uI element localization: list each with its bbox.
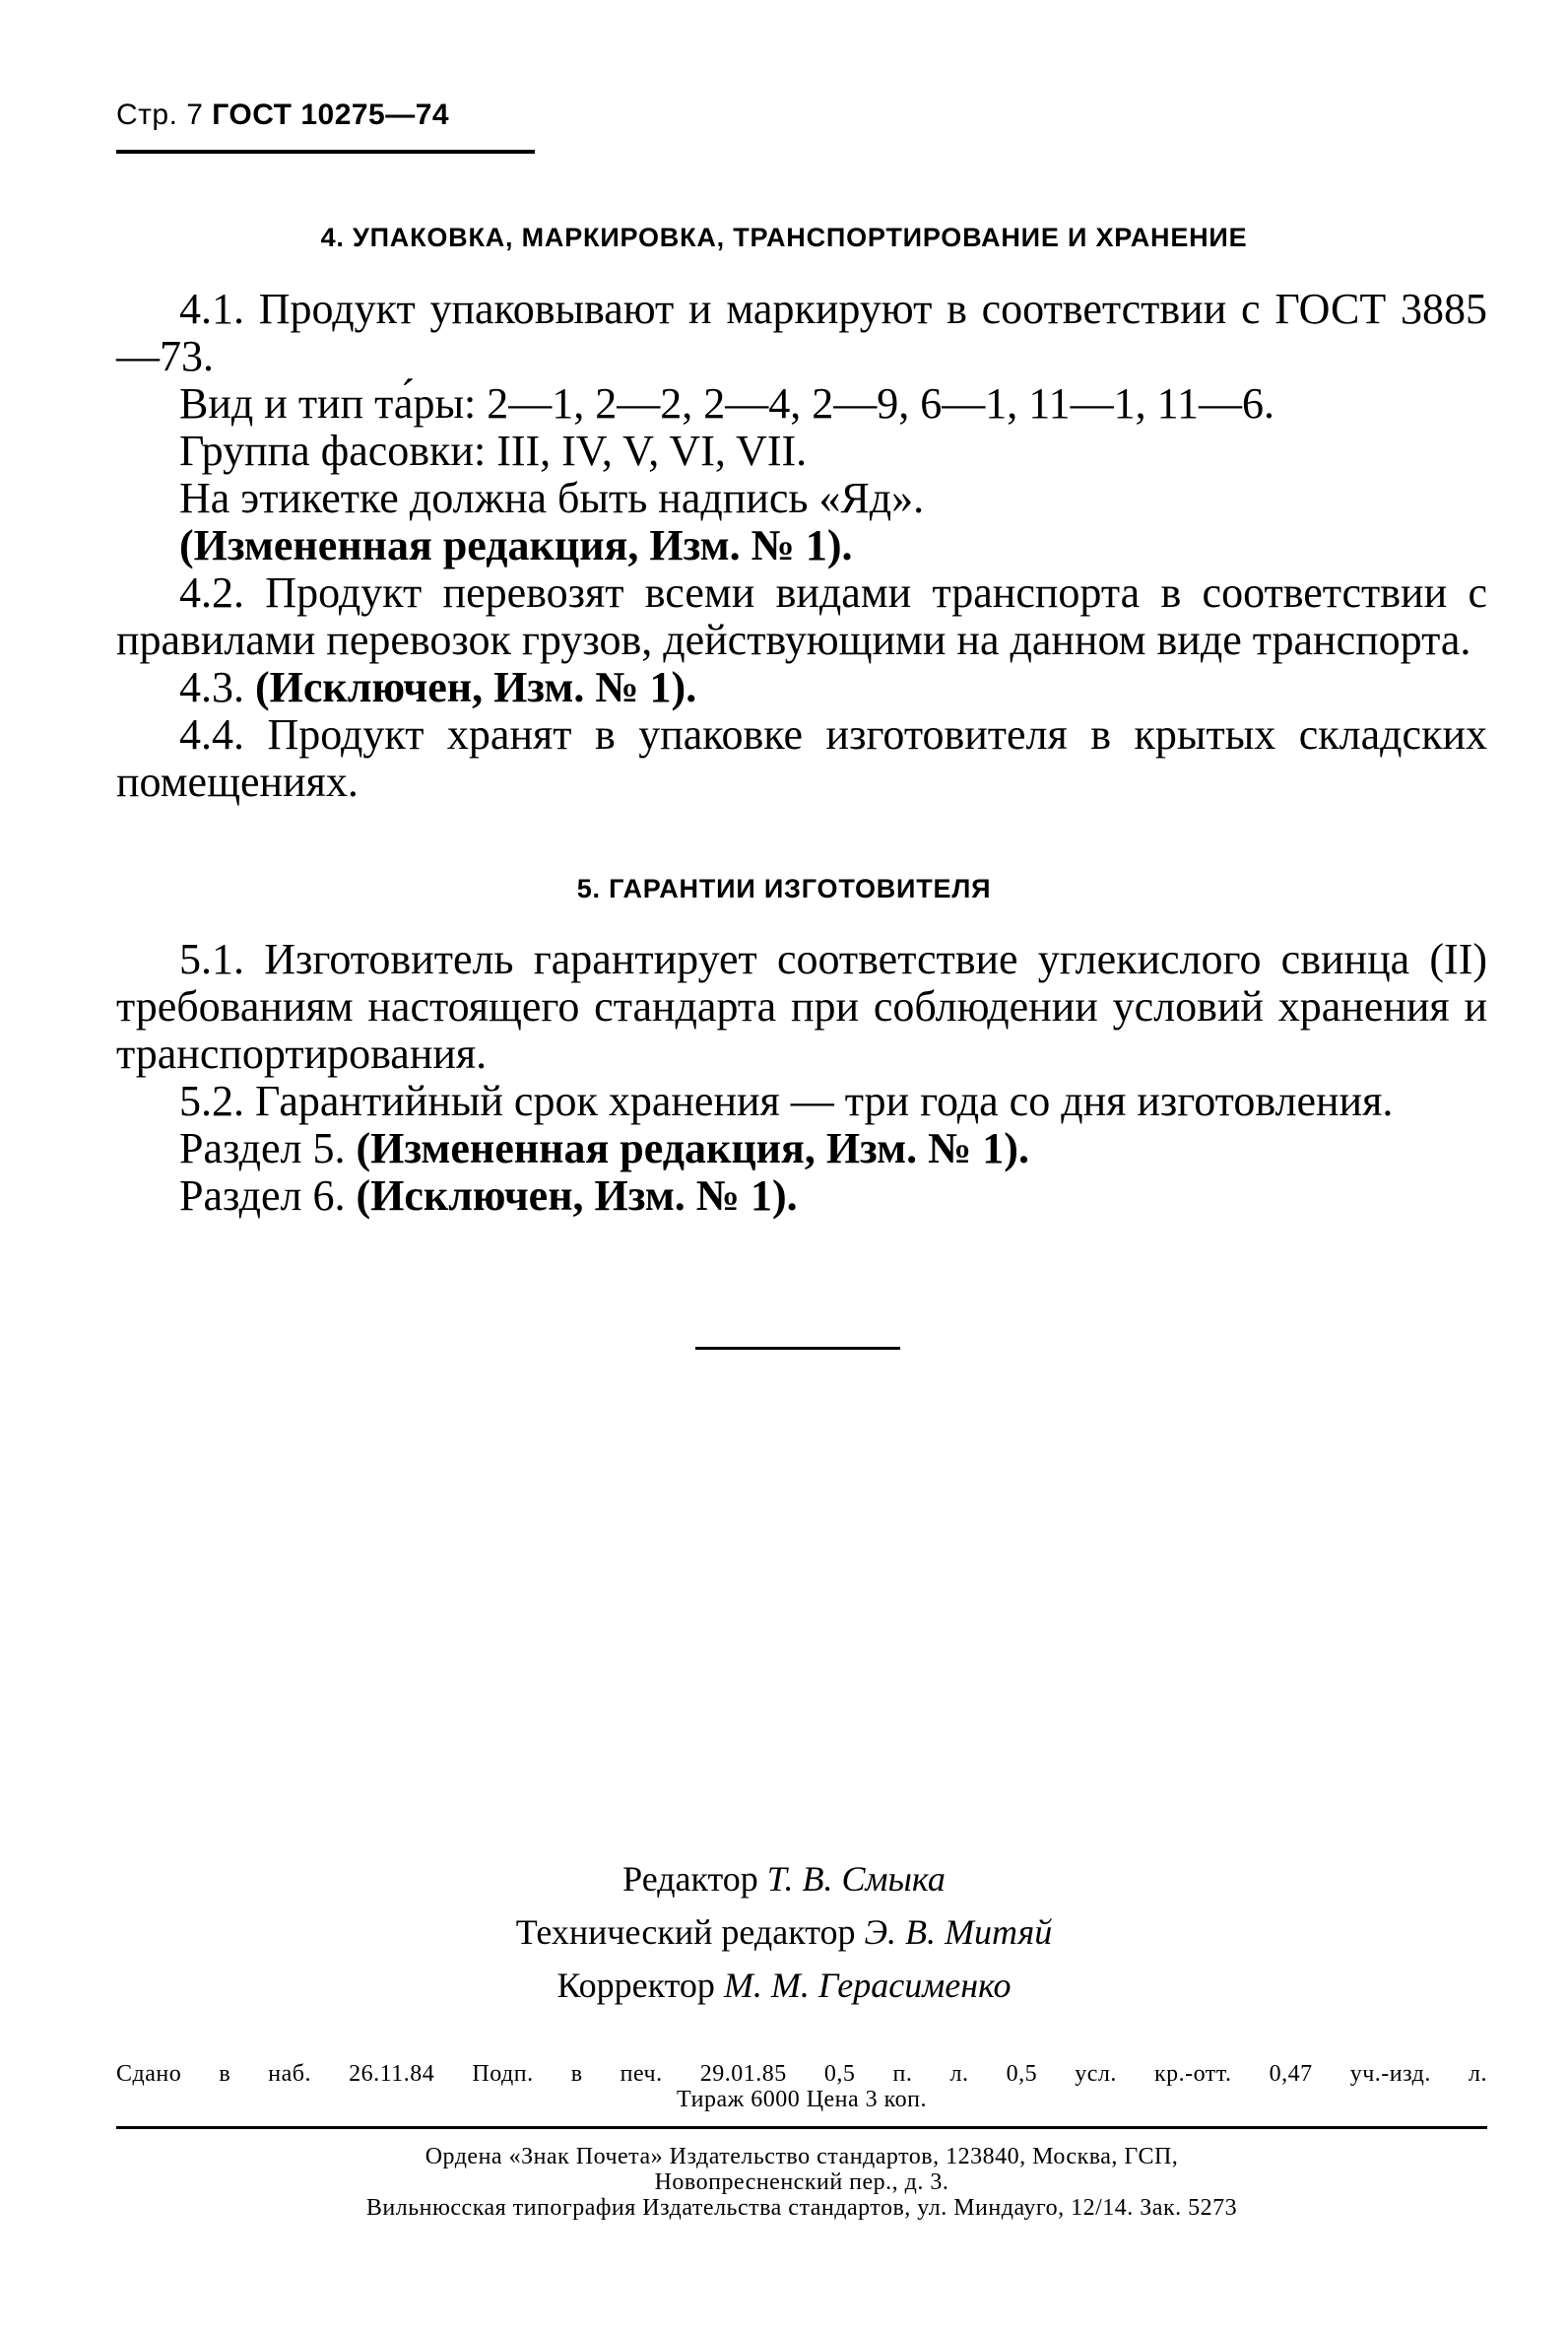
- publisher-line: Ордена «Знак Почета» Издательство стандартов, 123840, Москва, ГСП,: [425, 2144, 1179, 2169]
- section-5-title: 5. ГАРАНТИИ ИЗГОТОВИТЕЛЯ: [576, 874, 992, 903]
- amendment-note: (Измененная редакция, Изм. № 1).: [179, 521, 853, 569]
- section-5-body: [116, 936, 1487, 1220]
- tech-editor-role: Технический редактор: [515, 1912, 856, 1952]
- packing-group: Группа фасовки: III, IV, V, VI, VII.: [179, 427, 808, 475]
- printer-line: Вильнюсская типография Издательства стандартов, ул. Миндауго, 12/14. Зак. 5273: [365, 2195, 1238, 2221]
- section-4-title: 4. УПАКОВКА, МАРКИРОВКА, ТРАНСПОРТИРОВАНИЕ И ХРАНЕНИЕ: [320, 223, 1248, 252]
- paragraph-4-2: 4.2. Продукт перевозят всеми видами транспорта в соответствии с правилами перевозок грузов, действующими на данном виде транспорта.: [116, 568, 1487, 664]
- header-rule: [116, 150, 535, 154]
- editor-name: Т. В. Смыка: [766, 1859, 946, 1899]
- paragraph-4-4: 4.4. Продукт хранят в упаковке изготовителя в крытых складских помещениях.: [116, 710, 1487, 806]
- paragraph-5-2: 5.2. Гарантийный срок хранения — три года со дня изготовления.: [179, 1077, 1394, 1125]
- paragraph-5-1: 5.1. Изготовитель гарантирует соответствие углекислого свинца (II) требованиям настоящего стандарта при соблюдении условий хранения и транспортирования.: [116, 935, 1487, 1078]
- publisher-address: Новопресненский пер., д. 3.: [654, 2169, 949, 2195]
- credits-block: [0, 1852, 1568, 2012]
- page-header: [116, 99, 449, 132]
- imprint-rule: [116, 2126, 1487, 2129]
- tech-editor-line: [0, 1905, 1568, 1959]
- imprint-top: [116, 2061, 1487, 2112]
- editor-role: Редактор: [622, 1859, 758, 1899]
- paragraph-4-3-text: (Исключен, Изм. № 1).: [255, 663, 697, 711]
- paragraph-4-3: [116, 664, 1487, 711]
- corrector-line: [0, 1959, 1568, 2012]
- section-6-amend-text: (Исключен, Изм. № 1).: [356, 1171, 798, 1220]
- page-number: Стр. 7: [116, 99, 204, 131]
- section-4-body: [116, 286, 1487, 806]
- editor-line: [0, 1852, 1568, 1905]
- tech-editor-name: Э. В. Митяй: [864, 1912, 1053, 1952]
- section-5-amendment: [116, 1125, 1487, 1172]
- corrector-name: М. М. Герасименко: [723, 1966, 1012, 2005]
- corrector-role: Корректор: [556, 1966, 715, 2005]
- paragraph-4-3-number: 4.3.: [179, 663, 244, 711]
- section-5-label: Раздел 5.: [179, 1124, 346, 1172]
- paragraph-4-1: 4.1. Продукт упаковывают и маркируют в соответствии с ГОСТ 3885—73.: [116, 285, 1487, 380]
- section-end-rule: [695, 1347, 900, 1350]
- label-requirement: На этикетке должна быть надпись «Яд».: [179, 474, 925, 522]
- standard-number: ГОСТ 10275—74: [212, 99, 450, 131]
- imprint-bottom: [116, 2144, 1487, 2221]
- imprint-run: Тираж 6000 Цена 3 коп.: [677, 2087, 927, 2112]
- section-5-amend-text: (Измененная редакция, Изм. № 1).: [356, 1124, 1029, 1172]
- section-6-label: Раздел 6.: [179, 1171, 346, 1220]
- tara-types: Вид и тип та́ры: 2—1, 2—2, 2—4, 2—9, 6—1, 11—1, 11—6.: [179, 379, 1274, 428]
- imprint-print-data: Сдано в наб. 26.11.84 Подп. в печ. 29.01.85 0,5 п. л. 0,5 усл. кр.-отт. 0,47 уч.-изд. л.: [116, 2061, 1487, 2087]
- section-6-amendment: [116, 1172, 1487, 1220]
